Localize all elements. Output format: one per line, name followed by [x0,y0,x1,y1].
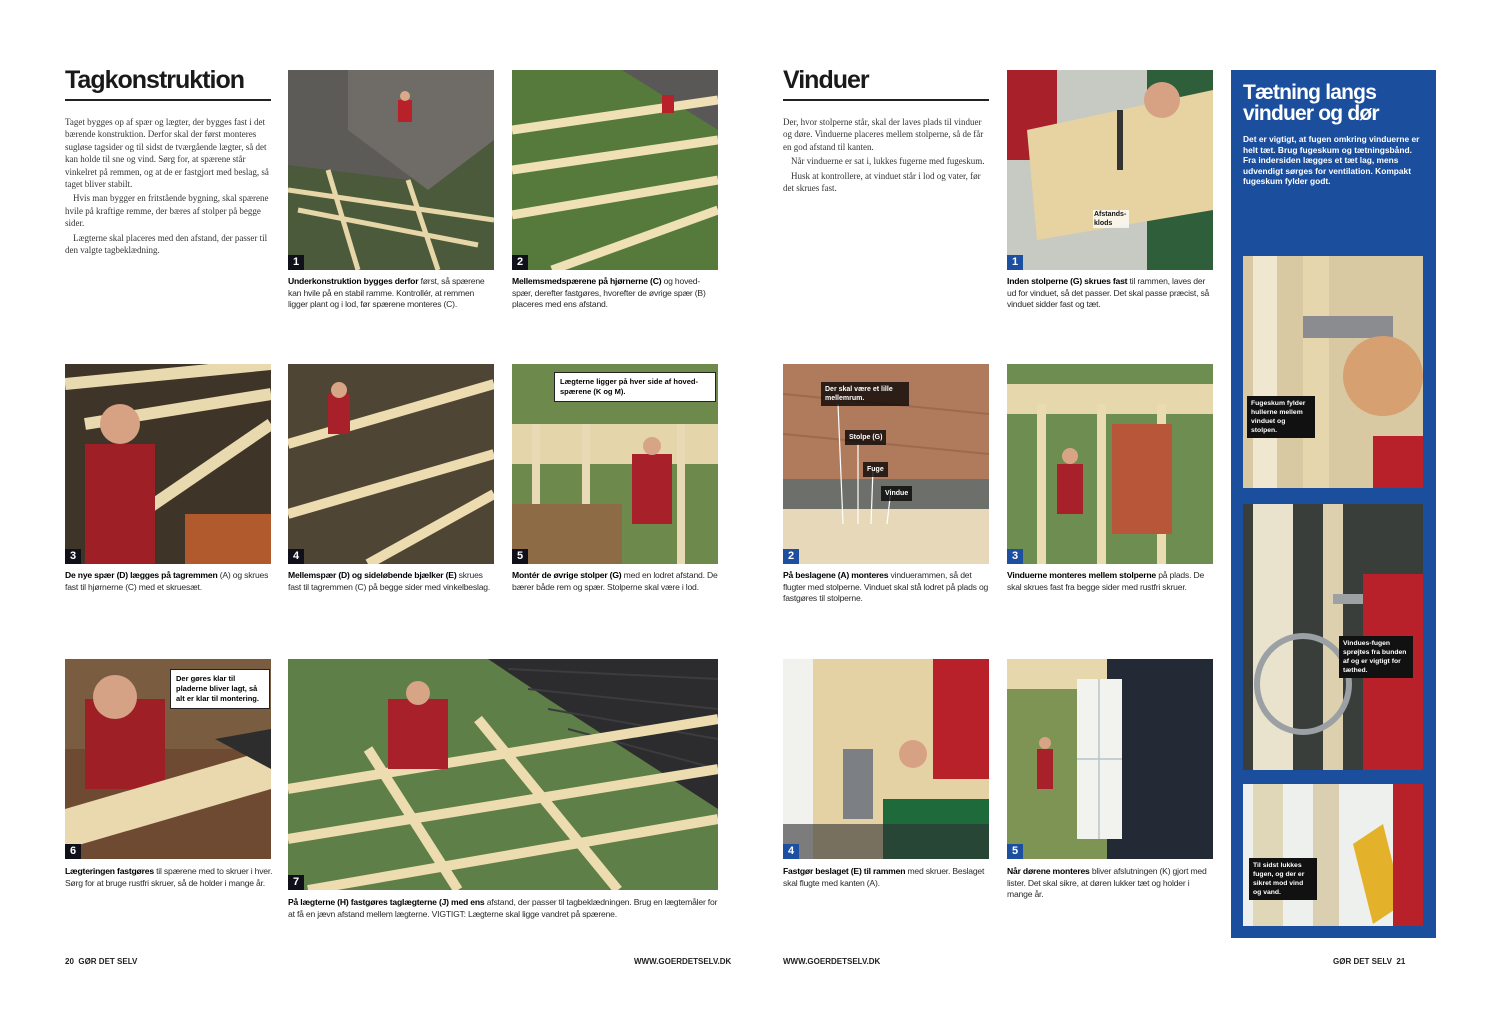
speech-bubble: Lægterne ligger på hver side af hoved-spærene (K og M). [554,372,716,402]
intro-paragraph: Taget bygges op af spær og lægter, der bygges fast i det bærende konstruktion. Derfor skal der først monteres sugløse tagsider og til sidst de tværgående lægter, så det kan holde til sne og vind. Sørg for, at spærene står vinkelret på remmen, og at de er fastgjort med beslag, så taget bliver stabilt. [65,117,269,190]
step-7-photo [288,659,718,890]
step-2-photo [512,70,718,270]
step-number: 5 [512,549,528,564]
photo-label: Fuge [863,462,888,477]
step-3-photo [65,364,271,564]
photo-label: Vindue [881,486,912,501]
sidebar-photo-3 [1243,784,1423,926]
caption-lead: Mellemspær (D) og sideløbende bjælker (E) [288,570,457,580]
sidebar-photo-2 [1243,504,1423,770]
caption-text: afstand, der passer til tagbeklædningen. Brug en lægtemåler for at få en jævn afstand mellem lægterne. VIGTIGT: Lægterne skal ligge vandret på spærene. [288,897,718,919]
title-rule [783,99,989,101]
sidebar-photo-label: Til sidst lukkes fugen, og der er sikret mod vind og vand. [1249,858,1317,900]
caption-text: med en lodret afstand. De bærer både rem og spær. Stolperne skal være i lod. [512,570,718,592]
sidebar-photo-1 [1243,256,1423,488]
magazine-name: GØR DET SELV [78,957,138,966]
window-step-3-caption [1007,570,1215,593]
window-step-2-caption [783,570,991,605]
step-number: 4 [783,844,799,859]
caption-text: og hoved-spær, derefter fastgøres, hvorefter de øvrige spær (B) placeres med ens afstand. [512,276,706,310]
caption-lead: Vinduerne monteres mellem stolperne [1007,570,1157,580]
step-number: 3 [65,549,81,564]
caption-lead: Montér de øvrige stolper (G) [512,570,622,580]
step-6-photo [65,659,271,859]
window-step-3-photo [1007,364,1213,564]
window-step-5-caption [1007,866,1215,901]
step-6-caption [65,866,273,889]
caption-lead: Når dørene monteres [1007,866,1090,876]
right-footer-url[interactable]: WWW.GOERDETSELV.DK [783,957,881,966]
left-intro [65,116,273,258]
sidebar-box [1231,70,1436,938]
window-step-2-photo [783,364,989,564]
caption-lead: De nye spær (D) lægges på tagremmen [65,570,218,580]
photo-label: Stolpe (G) [845,430,886,445]
step-5-photo [512,364,718,564]
step-number: 6 [65,844,81,859]
sidebar-text: Det er vigtigt, at fugen omkring vinduerne er helt tæt. Brug fugeskum og tætningsbånd. Fra indersiden lægges et tæt lag, mens udvendigt sørges for ventilation. Kompakt fugeskum fylder godt. [1243,134,1420,187]
step-number: 1 [1007,255,1023,270]
caption-lead: På lægterne (H) fastgøres taglægterne (J) med ens [288,897,485,907]
right-footer [1333,957,1405,966]
window-step-4-caption [783,866,991,889]
page-number: 21 [1396,957,1406,966]
caption-text: vinduerammen, så det flugter med stolperne. Vinduet skal stå lodret på plads og fastgøres til stolperne. [783,570,989,604]
photo-label: Afstands-klods [1093,210,1129,228]
step-number: 1 [288,255,304,270]
step-5-caption [512,570,720,593]
caption-text: skrues fast til tagremmen (C) på begge sider med vinkelbeslag. [288,570,491,592]
caption-text: på plads. De skal skrues fast fra begge sider med rustfri skruer. [1007,570,1205,592]
intro-paragraph: Hvis man bygger en fritstående bygning, skal spærene hvile på kraftige remme, der bæres af stolper på begge sider. [65,193,269,229]
step-2-caption [512,276,720,311]
caption-text: til spærene med to skruer i hver. Sørg for at bruge rustfri skruer, så de holder i mange år. [65,866,273,888]
step-7-caption [288,897,718,920]
photo-label: Der skal være et lille mellemrum. [821,382,909,406]
sidebar-title: Tætning langs vinduer og dør [1243,81,1379,125]
step-number: 2 [783,549,799,564]
caption-lead: Lægteringen fastgøres [65,866,154,876]
magazine-name: GØR DET SELV [1333,957,1392,966]
window-step-4-photo [783,659,989,859]
left-footer-url[interactable]: WWW.GOERDETSELV.DK [634,957,732,966]
step-number: 2 [512,255,528,270]
caption-text: med skruer. Beslaget skal flugte med kanten (A). [783,866,985,888]
caption-text: (A) og skrues fast til hjørnerne (C) med et skruesæt. [65,570,269,592]
step-4-photo [288,364,494,564]
right-page-title: Vinduer [783,66,869,94]
speech-bubble: Der gøres klar til pladerne bliver lagt, så alt er klar til montering. [170,669,270,709]
intro-paragraph: Husk at kontrollere, at vinduet står i lod og vater, før det skrues fast. [783,170,981,194]
step-number: 3 [1007,549,1023,564]
caption-lead: Fastgør beslaget (E) til rammen [783,866,906,876]
intro-paragraph: Der, hvor stolperne står, skal der laves plads til vinduer og døre. Vinduerne placeres mellem stolperne, så de får en god afstand til kanten. [783,117,984,152]
step-3-caption [65,570,273,593]
step-number: 4 [288,549,304,564]
caption-lead: Underkonstruktion bygges derfor [288,276,419,286]
window-step-1-photo [1007,70,1213,270]
intro-paragraph: Når vinduerne er sat i, lukkes fugerne med fugeskum. [791,156,985,167]
caption-text: først, så spærene kan hvile på en stabil ramme. Kontrollér, at remmen ligger plant og i lod, før spærene monteres (C). [288,276,485,310]
step-1-caption [288,276,496,311]
step-4-caption [288,570,496,593]
step-number: 5 [1007,844,1023,859]
caption-text: til rammen, laves der ud for vinduet, så det passer. Det skal passe præcist, så vinduet sidder fast og tæt. [1007,276,1210,310]
sidebar-photo-label: Vindues-fugen sprøjtes fra bunden af og er vigtigt for tæthed. [1339,636,1413,678]
intro-paragraph: Lægterne skal placeres med den afstand, der passer til den valgte tagbeklædning. [65,232,268,256]
left-page-title: Tagkonstruktion [65,66,244,94]
window-step-1-caption [1007,276,1215,311]
left-footer [65,957,137,966]
page-number: 20 [65,957,74,966]
step-1-photo [288,70,494,270]
title-rule [65,99,271,101]
window-step-5-photo [1007,659,1213,859]
caption-text: bliver afslutningen (K) gjort med lister. Det skal sikre, at døren lukker tæt og holder i mange år. [1007,866,1207,900]
sidebar-photo-label: Fugeskum fylder hullerne mellem vinduet og stolpen. [1247,396,1315,438]
caption-lead: Inden stolperne (G) skrues fast [1007,276,1128,286]
step-number: 7 [288,875,304,890]
right-intro [783,116,991,196]
caption-lead: Mellemsmedspærene på hjørnerne (C) [512,276,662,286]
caption-lead: På beslagene (A) monteres [783,570,889,580]
